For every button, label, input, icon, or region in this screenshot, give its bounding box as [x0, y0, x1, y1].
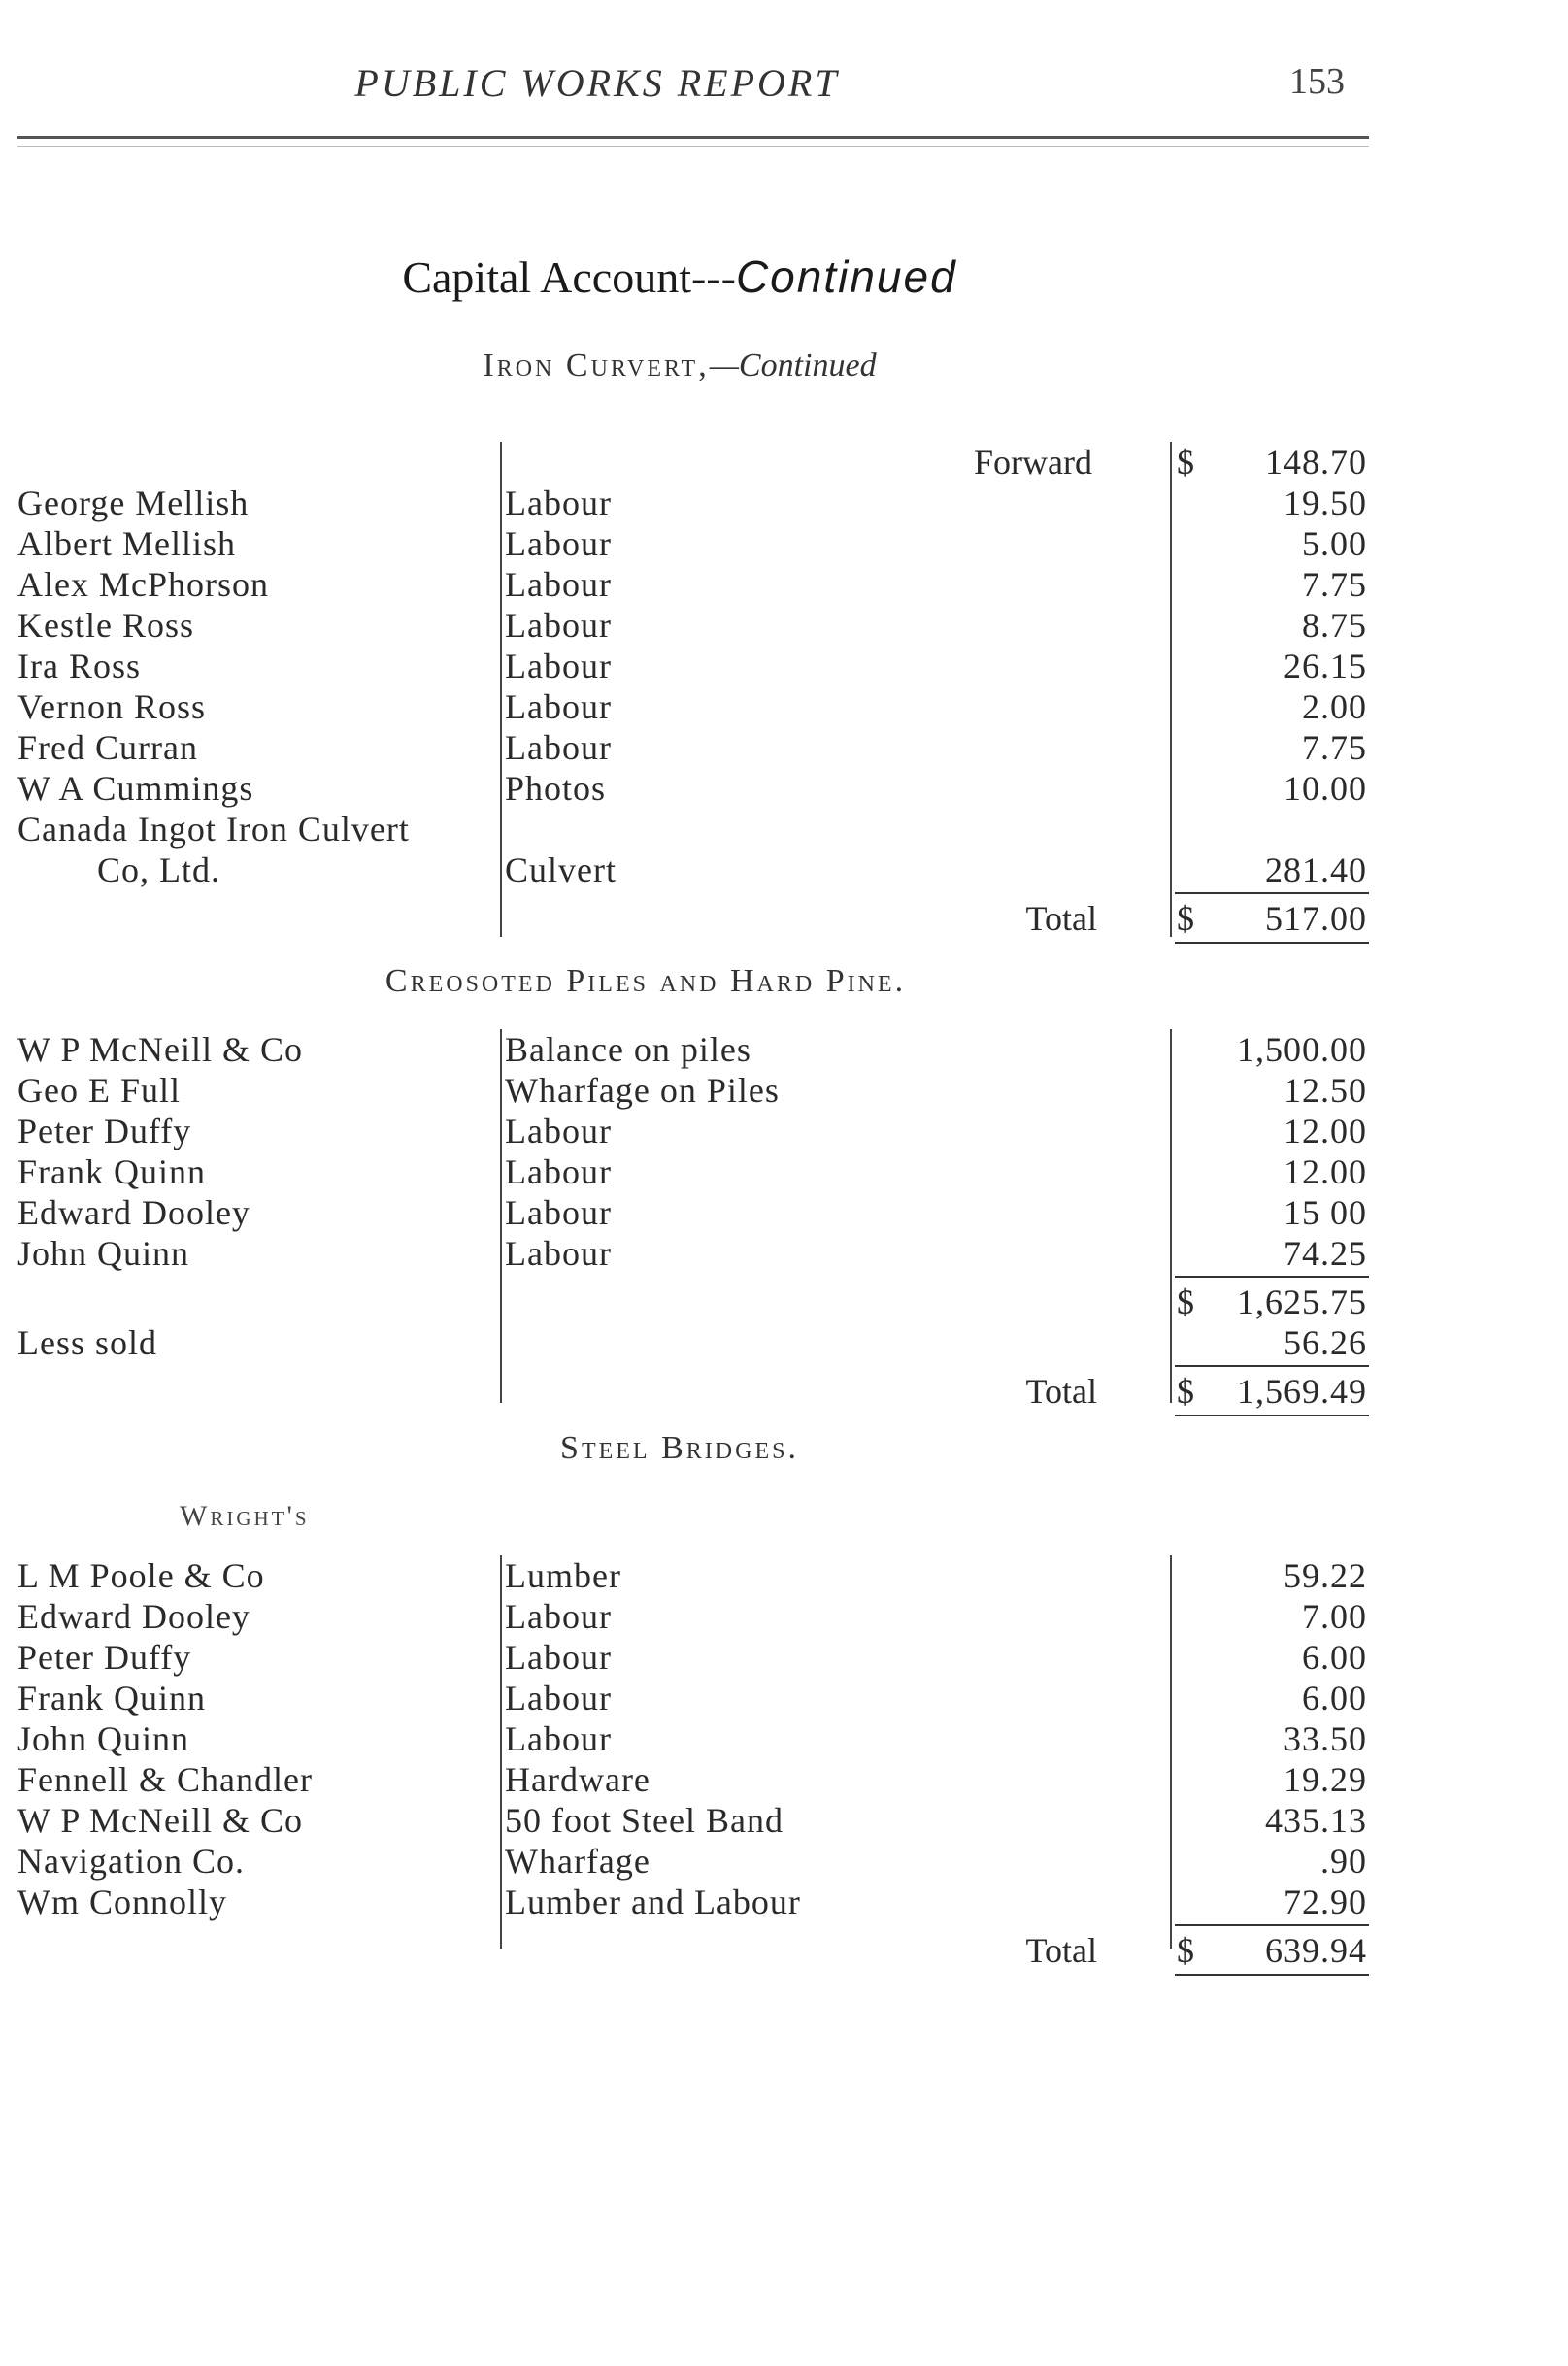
table-row — [0, 1151, 1568, 1192]
item-amount: 1,500.00 — [1237, 1030, 1367, 1069]
payee-name: Vernon Ross — [17, 687, 207, 726]
item-amount: 2.00 — [1302, 687, 1367, 726]
item-amount: 12.00 — [1284, 1152, 1367, 1191]
forward-label: Forward — [974, 443, 1092, 482]
table-row — [0, 727, 1568, 768]
item-description: Labour — [505, 1234, 612, 1273]
table-row — [0, 523, 1568, 564]
payee-name: Geo E Full — [17, 1071, 181, 1110]
section-heading-iron-culvert-text: Iron Curvert, — [483, 348, 710, 383]
item-description: Photos — [505, 769, 607, 808]
page-number: 153 — [1289, 61, 1345, 102]
payee-name: Ira Ross — [17, 647, 141, 685]
table-row — [0, 1233, 1568, 1274]
item-amount: 72.90 — [1284, 1883, 1367, 1921]
total-amount: 639.94 — [1265, 1931, 1367, 1970]
item-description: Labour — [505, 1679, 612, 1717]
item-amount: 7.75 — [1302, 728, 1367, 767]
item-description: Labour — [505, 1638, 612, 1677]
item-description: Labour — [505, 565, 612, 604]
payee-name: Edward Dooley — [17, 1193, 250, 1232]
payee-name: Peter Duffy — [17, 1638, 192, 1677]
table-row — [0, 1882, 1568, 1922]
payee-name: Fennell & Chandler — [17, 1760, 313, 1799]
item-amount: 19.50 — [1284, 483, 1367, 522]
item-amount: 33.50 — [1284, 1719, 1367, 1758]
table-row — [0, 646, 1568, 686]
currency-sign: $ — [1177, 1283, 1194, 1321]
item-description: Labour — [505, 647, 612, 685]
running-header — [0, 60, 1568, 118]
table-row — [0, 1759, 1568, 1800]
table-row — [0, 1596, 1568, 1637]
item-amount: .90 — [1320, 1842, 1367, 1881]
page-heading — [0, 250, 1359, 303]
table-row — [0, 605, 1568, 646]
payee-name: W A Cummings — [17, 769, 254, 808]
table-row — [0, 1070, 1568, 1111]
payee-name: Frank Quinn — [17, 1152, 206, 1191]
total-label: Total — [1025, 1931, 1097, 1970]
payee-name: Frank Quinn — [17, 1679, 206, 1717]
payee-name: Kestle Ross — [17, 606, 194, 645]
currency-sign: $ — [1177, 443, 1194, 482]
item-amount: 12.50 — [1284, 1071, 1367, 1110]
item-amount: 435.13 — [1265, 1801, 1367, 1840]
item-amount: 7.75 — [1302, 565, 1367, 604]
currency-sign: $ — [1177, 1372, 1194, 1411]
item-amount: 74.25 — [1284, 1234, 1367, 1273]
section-heading-steel-bridges: Steel Bridges. — [560, 1430, 799, 1466]
item-description: 50 foot Steel Band — [505, 1801, 784, 1840]
forward-amount: 148.70 — [1265, 443, 1367, 482]
item-description: Wharfage — [505, 1842, 651, 1881]
less-row — [0, 1322, 1568, 1363]
total-amount: 517.00 — [1265, 899, 1367, 938]
total-rule — [1175, 1974, 1369, 1976]
payee-name: Wm Connolly — [17, 1883, 227, 1921]
total-label: Total — [1025, 899, 1097, 938]
section-heading-iron-culvert — [0, 348, 1359, 384]
item-amount: 10.00 — [1284, 769, 1367, 808]
item-description: Labour — [505, 728, 612, 767]
sum-rule — [1175, 892, 1369, 894]
item-amount: 5.00 — [1302, 524, 1367, 563]
payee-name: Fred Curran — [17, 728, 198, 767]
table-row — [0, 686, 1568, 727]
item-description: Labour — [505, 1719, 612, 1758]
item-description: Labour — [505, 1193, 612, 1232]
item-description: Culvert — [505, 850, 617, 889]
item-description: Labour — [505, 1112, 612, 1150]
total-row — [0, 1371, 1568, 1412]
payee-name: W P McNeill & Co — [17, 1030, 303, 1069]
payee-name: George Mellish — [17, 483, 250, 522]
less-sold-amount: 56.26 — [1284, 1323, 1367, 1362]
sum-rule — [1175, 1365, 1369, 1367]
table-row — [0, 1555, 1568, 1596]
item-amount: 281.40 — [1265, 850, 1367, 889]
table-row — [0, 1637, 1568, 1678]
item-amount: 15 00 — [1284, 1193, 1367, 1232]
table-row — [0, 564, 1568, 605]
item-amount: 6.00 — [1302, 1638, 1367, 1677]
total-rule — [1175, 1415, 1369, 1416]
currency-sign: $ — [1177, 1931, 1194, 1970]
header-rule-thin — [17, 146, 1369, 147]
table-row — [0, 1192, 1568, 1233]
payee-name: John Quinn — [17, 1234, 190, 1273]
payee-name: Albert Mellish — [17, 524, 236, 563]
total-row — [0, 898, 1568, 939]
currency-sign: $ — [1177, 899, 1194, 938]
report-title: PUBLIC WORKS REPORT — [354, 61, 840, 105]
item-amount: 8.75 — [1302, 606, 1367, 645]
section-heading-creosoted: Creosoted Piles and Hard Pine. — [384, 963, 907, 999]
table-row — [0, 1841, 1568, 1882]
item-description: Labour — [505, 524, 612, 563]
subheading-wrights: Wright's — [180, 1500, 310, 1532]
table-row — [0, 768, 1568, 809]
payee-name: W P McNeill & Co — [17, 1801, 303, 1840]
item-description: Labour — [505, 483, 612, 522]
item-description: Wharfage on Piles — [505, 1071, 780, 1110]
sum-rule — [1175, 1276, 1369, 1278]
total-row — [0, 1930, 1568, 1971]
payee-name: Edward Dooley — [17, 1597, 250, 1636]
header-rule — [17, 136, 1369, 139]
sum-rule — [1175, 1924, 1369, 1926]
total-rule — [1175, 942, 1369, 944]
table-row — [0, 1718, 1568, 1759]
item-amount: 19.29 — [1284, 1760, 1367, 1799]
page-heading-continued: Continued — [735, 251, 957, 302]
item-amount: 59.22 — [1284, 1556, 1367, 1595]
section-heading-iron-culvert-cont: —Continued — [709, 348, 877, 383]
item-description: Lumber and Labour — [505, 1883, 801, 1921]
payee-name: John Quinn — [17, 1719, 190, 1758]
payee-name: L M Poole & Co — [17, 1556, 265, 1595]
item-description: Lumber — [505, 1556, 621, 1595]
payee-name: Canada Ingot Iron Culvert — [17, 810, 410, 849]
item-description: Labour — [505, 687, 612, 726]
table-row — [0, 1029, 1568, 1070]
payee-name: Alex McPhorson — [17, 565, 269, 604]
payee-name: Peter Duffy — [17, 1112, 192, 1150]
item-description: Labour — [505, 1597, 612, 1636]
table-row — [0, 483, 1568, 523]
item-amount: 12.00 — [1284, 1112, 1367, 1150]
item-amount: 6.00 — [1302, 1679, 1367, 1717]
item-description: Balance on piles — [505, 1030, 751, 1069]
forward-row — [0, 442, 1568, 483]
item-description: Hardware — [505, 1760, 651, 1799]
table-row — [0, 1678, 1568, 1718]
payee-name: Navigation Co. — [17, 1842, 245, 1881]
table-row — [0, 1111, 1568, 1151]
less-sold-label: Less sold — [17, 1323, 157, 1362]
total-amount: 1,569.49 — [1237, 1372, 1367, 1411]
table-row — [0, 850, 1568, 890]
page-heading-text: Capital Account--- — [402, 252, 736, 302]
subtotal-row — [0, 1282, 1568, 1322]
table-row — [0, 809, 1568, 850]
subtotal-amount: 1,625.75 — [1237, 1283, 1367, 1321]
item-description: Labour — [505, 606, 612, 645]
table-row — [0, 1800, 1568, 1841]
item-description: Labour — [505, 1152, 612, 1191]
total-label: Total — [1025, 1372, 1097, 1411]
item-amount: 26.15 — [1284, 647, 1367, 685]
payee-name-cont: Co, Ltd. — [97, 850, 221, 889]
item-amount: 7.00 — [1302, 1597, 1367, 1636]
